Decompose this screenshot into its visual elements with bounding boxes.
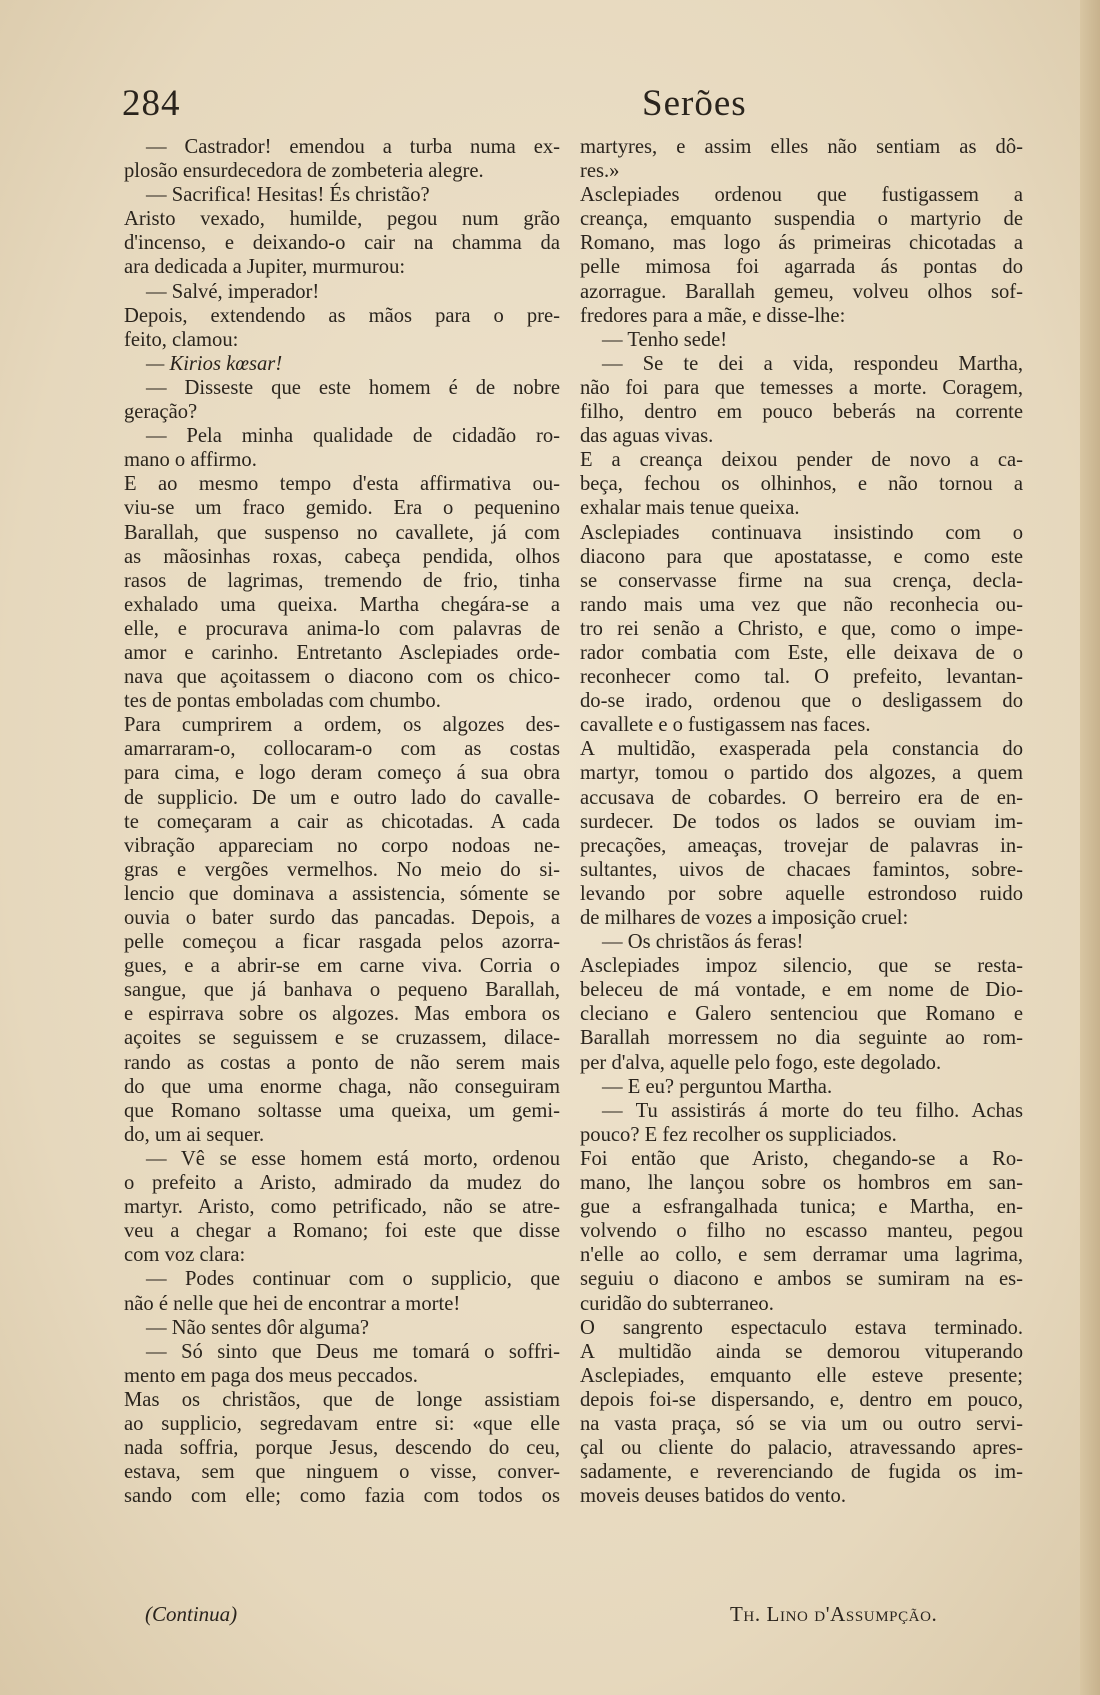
page-number: 284: [122, 83, 181, 124]
text-line: A multidão ainda se demorou vituperando: [580, 1340, 1023, 1363]
text-line: d'incenso, e deixando-o cair na chamma da: [124, 232, 560, 255]
text-line: O sangrento espectaculo estava terminado.: [580, 1316, 1023, 1339]
text-line: mento em paga dos meus peccados.: [124, 1364, 418, 1387]
text-line: e espirrava sobre os algozes. Mas embora os: [124, 1003, 560, 1026]
text-line: azorrague. Barallah gemeu, volveu olhos sof-: [580, 280, 1023, 303]
text-line: E ao mesmo tempo d'esta affirmativa ou-: [124, 473, 560, 496]
text-line: gues, e a abrir-se em carne viva. Corria o: [124, 955, 560, 978]
text-line: — Salvé, imperador!: [146, 280, 320, 303]
text-line: creança, emquanto suspendia o martyrio de: [580, 208, 1023, 231]
page-header: [122, 82, 1022, 132]
text-line: — Vê se esse homem está morto, ordenou: [146, 1147, 560, 1170]
text-line: tes de pontas emboladas com chumbo.: [124, 690, 441, 713]
text-line: beça, fechou os olhinhos, e não tornou a: [580, 473, 1023, 496]
text-line: com voz clara:: [124, 1244, 246, 1267]
continued-note: (Continua): [145, 1602, 238, 1626]
author-signature: Th. Lino d'Assumpção.: [730, 1602, 938, 1626]
text-line: mano, lhe lançou sobre os hombros em san-: [580, 1172, 1023, 1195]
text-line: veu a chegar a Romano; foi este que disse: [124, 1220, 560, 1243]
text-line: precações, ameaças, trovejar de palavras in-: [580, 834, 1023, 857]
text-line: se conservasse firme na sua crença, decla-: [580, 569, 1023, 592]
text-line: rando as costas a ponto de não serem mais: [124, 1051, 560, 1074]
running-title: Serões: [642, 83, 747, 124]
right-text-column: [580, 135, 1023, 1508]
text-line: as mãosinhas roxas, cabeça pendida, olhos: [124, 545, 560, 568]
text-line: exhalar mais tenue queixa.: [580, 497, 800, 520]
text-line: volvendo o filho no escasso manteu, pegou: [580, 1220, 1023, 1243]
text-line: do que uma enorme chaga, não conseguiram: [124, 1075, 560, 1098]
text-line: martyres, e assim elles não sentiam as dô-: [580, 136, 1023, 158]
text-line: gue a esfrangalhada tunica; e Martha, en-: [580, 1196, 1023, 1219]
text-line: mano o affirmo.: [124, 449, 257, 472]
text-line: martyr, tomou o partido dos algozes, a quem: [580, 762, 1023, 785]
left-text-column: [124, 135, 560, 1508]
text-line: sangue, que já banhava o pequeno Barallah,: [124, 979, 560, 1002]
text-line: Mas os christãos, que de longe assistiam: [124, 1388, 560, 1411]
text-line: de supplicio. De um e outro lado do cavalle-: [124, 786, 560, 809]
text-line: amarraram-o, collocaram-o com as costas: [124, 738, 560, 761]
text-line: feito, clamou:: [124, 328, 239, 351]
text-line: — Os christãos ás feras!: [602, 931, 804, 954]
text-line: — Tu assistirás á morte do teu filho. Achas: [602, 1099, 1023, 1122]
text-line: que Romano soltasse uma queixa, um gemi-: [124, 1099, 560, 1122]
text-line: para cima, e logo deram começo á sua obra: [124, 762, 560, 785]
text-line: nava que açoitassem o diacono com os chico-: [124, 666, 560, 689]
text-line: te começaram a cair as chicotadas. A cada: [124, 810, 560, 833]
text-line: surdecer. De todos os lados se ouviam im-: [580, 810, 1023, 833]
text-line: geração?: [124, 401, 198, 424]
text-line: Aristo vexado, humilde, pegou num grão: [124, 208, 560, 231]
text-line: das aguas vivas.: [580, 425, 714, 448]
text-line: viu-se um fraco gemido. Era o pequenino: [124, 497, 560, 520]
text-line: moveis deuses batidos do vento.: [580, 1485, 846, 1508]
text-line: filho, dentro em pouco beberás na corrente: [580, 401, 1023, 424]
text-line: — Podes continuar com o supplicio, que: [146, 1268, 560, 1291]
text-line: Asclepiades impoz silencio, que se resta-: [580, 955, 1023, 978]
text-line: ara dedicada a Jupiter, murmurou:: [124, 256, 406, 279]
text-line: vibração appareciam no corpo nodoas ne-: [124, 834, 560, 857]
text-line: sultantes, uivos de chacaes famintos, sobre-: [580, 858, 1023, 881]
text-line: cavallete e o fustigassem nas faces.: [580, 714, 871, 737]
text-line: Para cumprirem a ordem, os algozes des-: [124, 714, 560, 737]
text-line: n'elle ao collo, e sem derramar uma lagrima,: [580, 1244, 1023, 1267]
text-line: gras e vergões vermelhos. No meio do si-: [124, 858, 560, 881]
text-line: pelle começou a ficar rasgada pelos azorra-: [124, 931, 560, 954]
text-line: E a creança deixou pender de novo a ca-: [580, 449, 1023, 472]
text-line: o prefeito a Aristo, admirado da mudez do: [124, 1172, 560, 1195]
text-line: cleciano e Galero sentenciou que Romano e: [580, 1003, 1023, 1026]
text-line: nada soffria, porque Jesus, descendo do ceu,: [124, 1437, 560, 1460]
text-line: não foi para que temesses a morte. Coragem,: [580, 376, 1023, 399]
text-line: Asclepiades ordenou que fustigassem a: [580, 184, 1023, 207]
text-line: exhalado uma queixa. Martha chegára-se a: [124, 593, 560, 616]
text-line: açoites se seguissem e se cruzassem, dilace-: [124, 1027, 560, 1050]
text-line: rasos de lagrimas, tremendo de frio, tinha: [124, 569, 560, 592]
text-line: sando com elle; como fazia com todos os: [124, 1485, 560, 1508]
text-line: amor e carinho. Entretanto Asclepiades orde-: [124, 641, 560, 664]
text-line: não é nelle que hei de encontrar a morte!: [124, 1292, 461, 1315]
text-line: plosão ensurdecedora de zombeteria alegre.: [124, 160, 484, 183]
text-line: — E eu? perguntou Martha.: [602, 1075, 833, 1098]
text-line: martyr. Aristo, como petrificado, não se atre-: [124, 1196, 560, 1219]
text-line: pouco? E fez recolher os suppliciados.: [580, 1123, 897, 1146]
text-line: — Disseste que este homem é de nobre: [146, 376, 560, 399]
text-line: ao supplicio, segredavam entre si: «que elle: [124, 1412, 560, 1435]
text-line: Asclepiades, emquanto elle esteve presente;: [580, 1364, 1023, 1387]
text-line: diacono para que apostatasse, e como este: [580, 545, 1023, 568]
text-line: pelle mimosa foi agarrada ás pontas do: [580, 256, 1023, 279]
text-line: — Tenho sede!: [602, 328, 728, 351]
text-line: estava, sem que ninguem o visse, conver-: [124, 1461, 560, 1484]
text-line: elle, e procurava anima-lo com palavras de: [124, 617, 560, 640]
text-line: de milhares de vozes a imposição cruel:: [580, 907, 909, 929]
text-line: A multidão, exasperada pela constancia do: [580, 738, 1023, 761]
text-line: sadamente, e reverenciando de fugida os im-: [580, 1461, 1023, 1484]
text-line: tro rei senão a Christo, e que, como o impe-: [580, 617, 1023, 640]
text-line: çal ou cliente do palacio, atravessando apres-: [580, 1437, 1023, 1460]
text-line: do, um ai sequer.: [124, 1123, 265, 1146]
text-line: do-se irado, ordenou que o desligassem do: [580, 690, 1023, 713]
text-line: — Só sinto que Deus me tomará o soffri-: [146, 1340, 560, 1363]
text-line: — Kirios kœsar!: [146, 352, 283, 375]
text-line: fredores para a mãe, e disse-lhe:: [580, 304, 846, 327]
text-line: depois foi-se dispersando, e, dentro em pouco,: [580, 1388, 1023, 1411]
text-line: Romano, mas logo ás primeiras chicotadas a: [580, 232, 1023, 255]
text-line: — Se te dei a vida, respondeu Martha,: [602, 352, 1023, 375]
text-line: — Não sentes dôr alguma?: [146, 1316, 370, 1339]
page-edge: [1080, 0, 1100, 1695]
text-line: accusava de cobardes. O berreiro era de en-: [580, 786, 1023, 809]
text-line: Barallah, que suspenso no cavallete, já com: [124, 521, 560, 544]
text-line: per d'alva, aquelle pelo fogo, este degolado.: [580, 1051, 942, 1074]
text-line: Foi então que Aristo, chegando-se a Ro-: [580, 1147, 1023, 1170]
text-line: res.»: [580, 160, 620, 183]
text-line: — Sacrifica! Hesitas! És christão?: [146, 184, 430, 207]
text-line: — Castrador! emendou a turba numa ex-: [146, 136, 560, 158]
text-line: Barallah morressem no dia seguinte ao rom-: [580, 1027, 1023, 1050]
text-line: — Pela minha qualidade de cidadão ro-: [146, 425, 560, 448]
text-line: na vasta praça, só se via um ou outro servi-: [580, 1412, 1023, 1435]
text-line: levando por sobre aquelle estrondoso ruido: [580, 882, 1023, 905]
text-line: Asclepiades continuava insistindo com o: [580, 521, 1023, 544]
text-line: beleceu de má vontade, e em nome de Dio-: [580, 979, 1023, 1002]
text-line: curidão do subterraneo.: [580, 1292, 774, 1315]
text-line: seguiu o diacono e ambos se sumiram na es-: [580, 1268, 1023, 1291]
text-line: ouvia o bater surdo das pancadas. Depois, a: [124, 907, 560, 929]
text-line: rador combatia com Este, elle deixava de o: [580, 641, 1023, 664]
text-line: lencio que dominava a assistencia, sómente se: [124, 882, 560, 905]
text-line: Depois, extendendo as mãos para o pre-: [124, 304, 560, 327]
text-line: rando mais uma vez que não reconhecia ou-: [580, 593, 1023, 616]
text-line: reconhecer como tal. O prefeito, levantan-: [580, 666, 1023, 689]
